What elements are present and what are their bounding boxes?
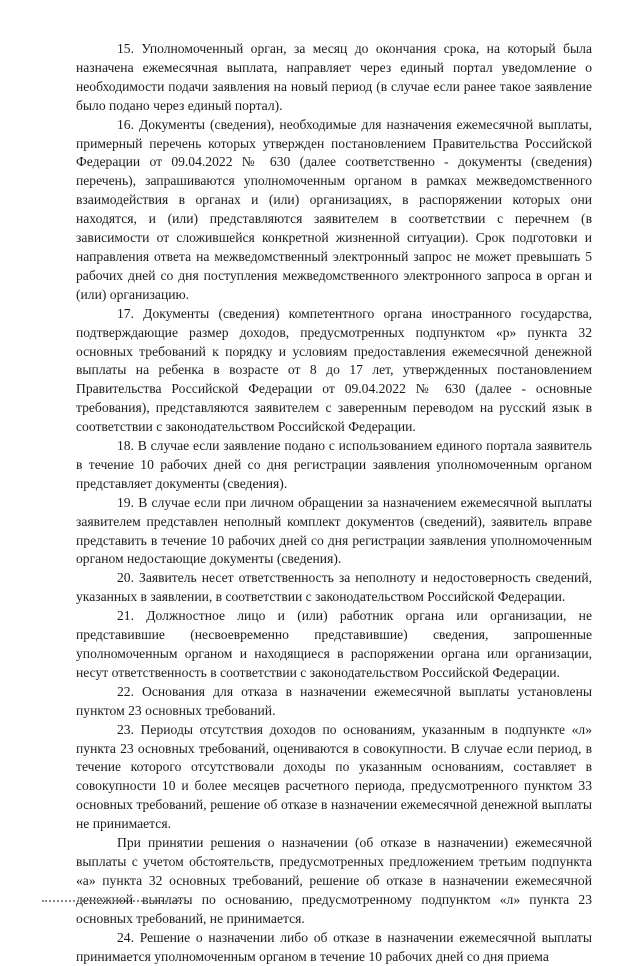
paragraph-23: 23. Периоды отсутствия доходов по основаниям, указанным в подпункте «л» пункта 23 основных требований, оцениваются в совокупности. В случае если период, в течение которого отсутствовали доходы по указанным основаниям, составляет в совокупности 10 и более месяцев расчетного периода, предусмотренного пунктом 33 основных требований, решение об отказе в назначении ежемесячной денежной выплаты не принимается. — [76, 721, 592, 832]
paragraph-21: 21. Должностное лицо и (или) работник органа или организации, не представившие (несвоевременно представившие) сведения, запрошенные уполномоченным органом и находящиеся в распоряжении органа или организации, несут ответственность в соответствии с законодательством Российской Федерации. — [76, 608, 592, 680]
paragraph-19: 19. В случае если при личном обращении за назначением ежемесячной выплаты заявителем представлен неполный комплект документов (сведений), заявитель вправе представить в течение 10 рабочих дней со дня регистрации заявления уполномоченным органом недостающие документы (сведения). — [76, 494, 592, 567]
paragraph-23-continuation: При принятии решения о назначении (об отказе в назначении) ежемесячной выплаты с учетом обстоятельств, предусмотренных предложением третьим подпункта «а» пункта 32 основных требований, решение об отказе в назначении ежемесячной денежной выплаты по основанию, предусмотренному подпунктом «л» пункта 23 основных требований, не принимается. — [76, 835, 592, 926]
paragraph-24: 24. Решение о назначении либо об отказе в назначении ежемесячной выплаты принимается уполномоченным органом в течение 10 рабочих дней со дня приема — [76, 929, 592, 964]
paragraph-22: 22. Основания для отказа в назначении ежемесячной выплаты установлены пунктом 23 основных требований. — [76, 683, 592, 718]
paragraph-16: 16. Документы (сведения), необходимые для назначения ежемесячной выплаты, примерный перечень которых утвержден постановлением Правительства Российской Федерации от 09.04.2022 № 630 (далее соответственно - документы (сведения) перечень), запрашиваются уполномоченным органом в рамках межведомственного взаимодействия в органах и (или) организациях, в распоряжении которых они находятся, и (или) представляются заявителем в соответствии с перечнем (в зависимости от сложившейся конкретной жизненной ситуации). Срок подготовки и направления ответа на межведомственный электронный запрос не может превышать 5 рабочих дней со дня поступления межведомственного электронного запроса в орган и (или) организацию. — [76, 116, 592, 302]
paragraph-18: 18. В случае если заявление подано с использованием единого портала заявитель в течение 10 рабочих дней со дня регистрации заявления уполномоченным органом представляет документы (сведения). — [76, 438, 592, 491]
paragraph-17: 17. Документы (сведения) компетентного органа иностранного государства, подтверждающие размер доходов, предусмотренных подпунктом «р» пункта 32 основных требований к порядку и условиям предоставления ежемесячной денежной выплаты на ребенка в возрасте от 8 до 17 лет, утвержденных постановлением Правительства Российской Федерации от 09.04.2022 № 630 (далее - основные требования), представляются заявителем с заверенным переводом на русский язык в соответствии с законодательством Российской Федерации. — [76, 305, 592, 435]
cut-off-footer-line — [42, 898, 182, 905]
paragraph-20: 20. Заявитель несет ответственность за неполноту и недостоверность сведений, указанных в заявлении, в соответствии с законодательством Российской Федерации. — [76, 570, 592, 605]
paragraph-15: 15. Уполномоченный орган, за месяц до окончания срока, на который была назначена ежемесячная выплата, направляет через единый портал уведомление о необходимости подачи заявления на новый период (в случае если ранее такое заявление было подано через единый портал). — [76, 41, 592, 113]
